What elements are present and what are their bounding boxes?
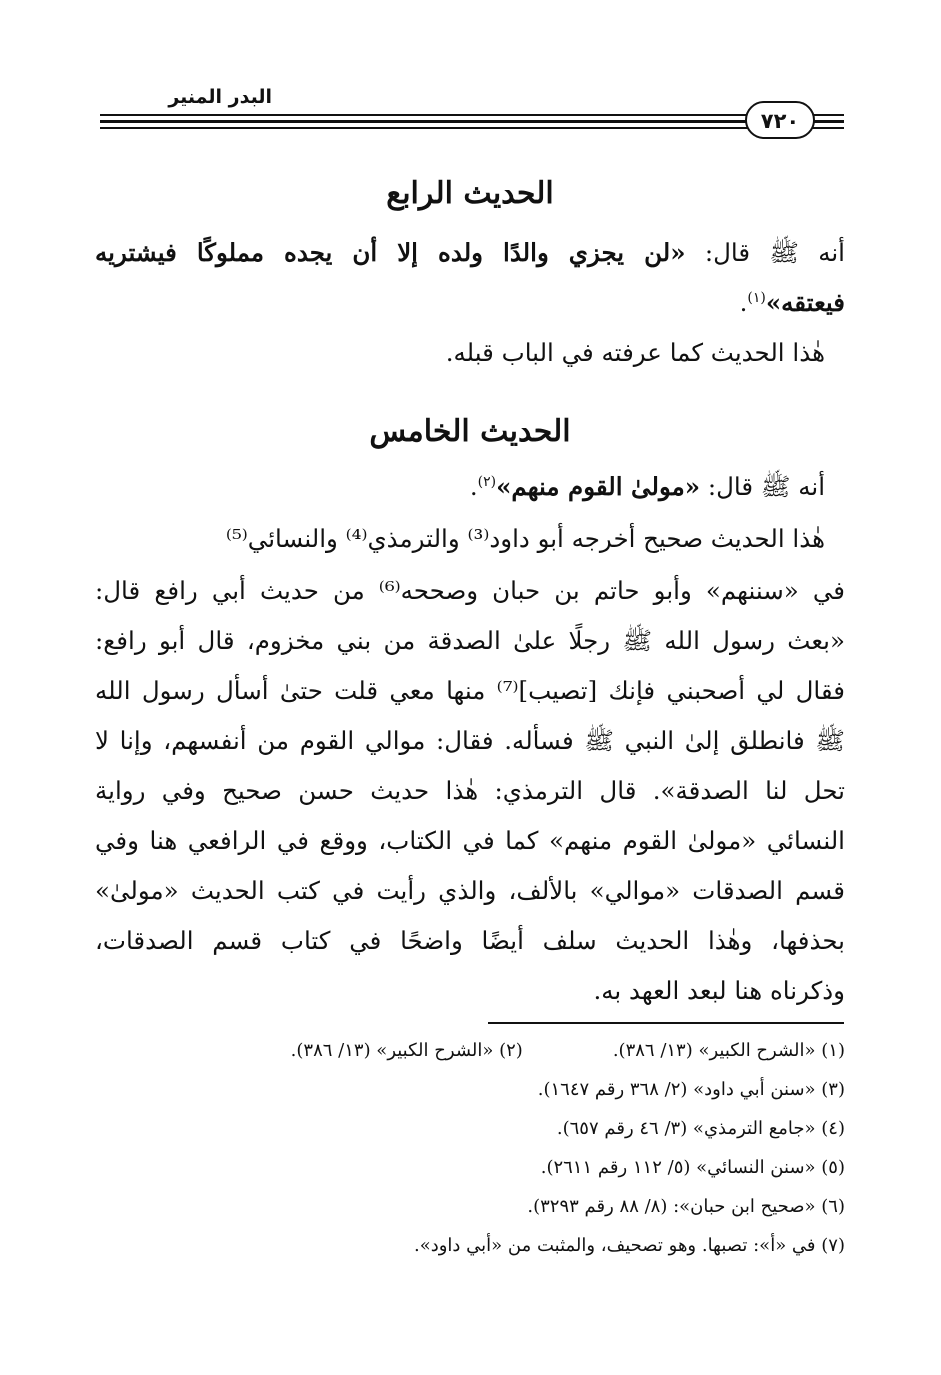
running-title: البدر المنير [164,86,276,108]
text-line: «بعث رسول الله ﷺ رجلًا علىٰ الصدقة من بني مخزوم، قال أبو رافع: [95,626,845,655]
text-line: ﷺ فانطلق إلىٰ النبي ﷺ فسأله. فقال: موالي القوم من أنفسهم، وإنا لا [95,726,845,755]
text-line: وذكرناه هنا لبعد العهد به. [593,976,845,1005]
hadith-quote: «لن يجزي والدًا ولده إلا أن يجده مملوكًا فيشتريه [95,238,686,267]
text-line [95,238,845,274]
footnote: (٤) «جامع الترمذي» (٣/ ٤٦ رقم ٦٥٧). [556,1118,845,1139]
hadith-quote: «مولىٰ القوم منهم» [496,472,701,501]
footnote-1: (١) «الشرح الكبير» (١٣/ ٣٨٦). [612,1040,845,1061]
footnote: (٦) «صحيح ابن حبان»: (٨/ ٨٨ رقم ٣٢٩٣). [527,1196,845,1217]
footnote: (٧) في «أ»: تصبها. وهو تصحيف، والمثبت من «أبي داود». [413,1235,845,1256]
header-rule-top [100,114,844,116]
text-line: بحذفها، وهٰذا الحديث سلف أيضًا واضحًا في كتاب قسم الصدقات، [95,926,845,955]
section-heading: الحديث الخامس [369,414,571,449]
line-prefix: أنه ﷺ قال: [700,472,825,501]
text-line: تحل لنا الصدقة». قال الترمذي: هٰذا حديث حسن صحيح وفي رواية [95,776,845,805]
line-prefix: أنه ﷺ قال: [685,238,845,267]
footnote [95,1040,845,1061]
header-rule-middle [100,120,844,123]
text-line: في «سننهم» وأبو حاتم بن حبان وصححه⁽⁶⁾ من حديث أبي رافع قال: [95,576,845,605]
text-line: قسم الصدقات «موالي» بالألف، والذي رأيت في كتب الحديث «مولىٰ» [95,876,845,905]
header-rule-bottom [100,127,844,129]
footnote: (٣) «سنن أبي داود» (٢/ ٣٦٨ رقم ١٦٤٧). [537,1079,845,1100]
footnote-ref: (٢) [477,474,497,490]
page-number: ٧٢٠ [745,101,815,139]
text-line: فقال لي أصحبني فإنك [تصيب]⁽⁷⁾ منها معي قلت حتىٰ أسأل رسول الله [95,676,845,705]
text-line [75,472,825,508]
footnote-separator [488,1022,844,1024]
text-line: هٰذا الحديث صحيح أخرجه أبو داود⁽³⁾ والترمذي⁽⁴⁾ والنسائي⁽⁵⁾ [225,524,825,553]
line-suffix: . [739,288,748,317]
footnote-ref: (١) [747,290,766,306]
footnote-2: (٢) «الشرح الكبير» (١٣/ ٣٨٦). [290,1040,523,1061]
section-heading: الحديث الرابع [386,176,554,211]
text-line [95,288,845,317]
footnote: (٥) «سنن النسائي» (٥/ ١١٢ رقم ٢٦١١). [540,1157,845,1178]
line-suffix: . [469,472,478,501]
text-line: النسائي «مولىٰ القوم منهم» كما في الكتاب، ووقع في الرافعي هنا وفي [95,826,845,855]
text-line: هٰذا الحديث كما عرفته في الباب قبله. [445,338,825,367]
hadith-quote: فيعتقه» [765,288,845,317]
